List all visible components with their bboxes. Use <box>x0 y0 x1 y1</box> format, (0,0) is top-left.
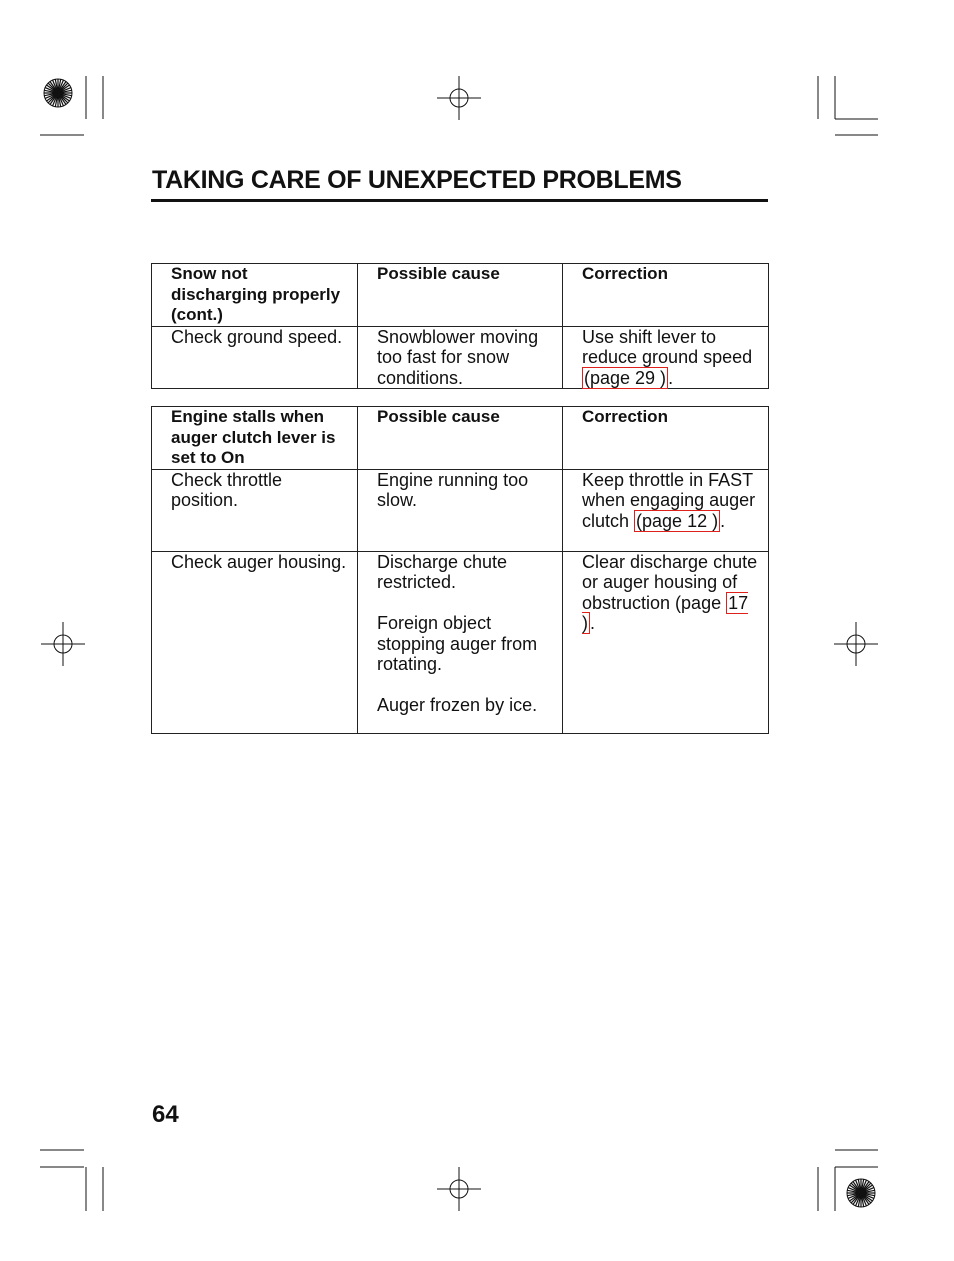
page-link[interactable]: 17 ) <box>582 592 749 633</box>
page-number: 64 <box>152 1101 179 1128</box>
table-row <box>152 469 769 551</box>
troubleshooting-table-snow-discharge <box>151 263 769 389</box>
cause-item: Foreign object stopping auger from rotating. <box>377 613 538 674</box>
crosshair-mid-left <box>41 622 85 666</box>
table-header-row <box>152 264 769 327</box>
correction-text: Use shift lever to reduce ground speed <box>582 326 753 367</box>
title-underline <box>151 199 768 202</box>
cause-cell <box>358 551 563 733</box>
page-link[interactable]: (page 29 ) <box>584 367 667 388</box>
correction-cell <box>563 326 769 389</box>
correction-header: Correction <box>563 407 769 470</box>
correction-text: Keep throttle in FAST when engaging auger clutch <box>582 469 756 531</box>
registration-starburst-top-left <box>44 79 72 107</box>
check-cell: Check auger housing. <box>152 551 358 733</box>
symptom-header: Engine stalls when auger clutch lever is set to On <box>152 407 358 470</box>
crosshair-top-center <box>437 76 481 120</box>
cause-item: Discharge chute restricted. <box>377 551 508 592</box>
table-row <box>152 326 769 389</box>
page-link[interactable]: (page 12 ) <box>636 510 719 531</box>
correction-punct: . <box>720 510 726 531</box>
correction-header: Correction <box>563 264 769 327</box>
troubleshooting-table-engine-stalls <box>151 406 769 734</box>
correction-cell <box>563 469 769 551</box>
cause-item: Auger frozen by ice. <box>377 695 538 715</box>
cause-cell: Snowblower moving too fast for snow conditions. <box>358 326 563 389</box>
cause-header: Possible cause <box>358 407 563 470</box>
registration-starburst-bottom-right <box>847 1179 875 1207</box>
correction-punct: . <box>668 367 674 388</box>
crosshair-bottom-center <box>437 1167 481 1211</box>
symptom-header: Snow not discharging properly (cont.) <box>152 264 358 327</box>
table-header-row <box>152 407 769 470</box>
correction-text: Clear discharge chute or auger housing of obstruction (page <box>582 551 758 613</box>
check-cell: Check ground speed. <box>152 326 358 389</box>
check-cell: Check throttle position. <box>152 469 358 551</box>
table-row <box>152 551 769 733</box>
page-title: TAKING CARE OF UNEXPECTED PROBLEMS <box>152 166 682 194</box>
cause-cell: Engine running too slow. <box>358 469 563 551</box>
correction-punct: . <box>590 613 596 633</box>
crosshair-mid-right <box>834 622 878 666</box>
cause-header: Possible cause <box>358 264 563 327</box>
correction-cell <box>563 551 769 733</box>
